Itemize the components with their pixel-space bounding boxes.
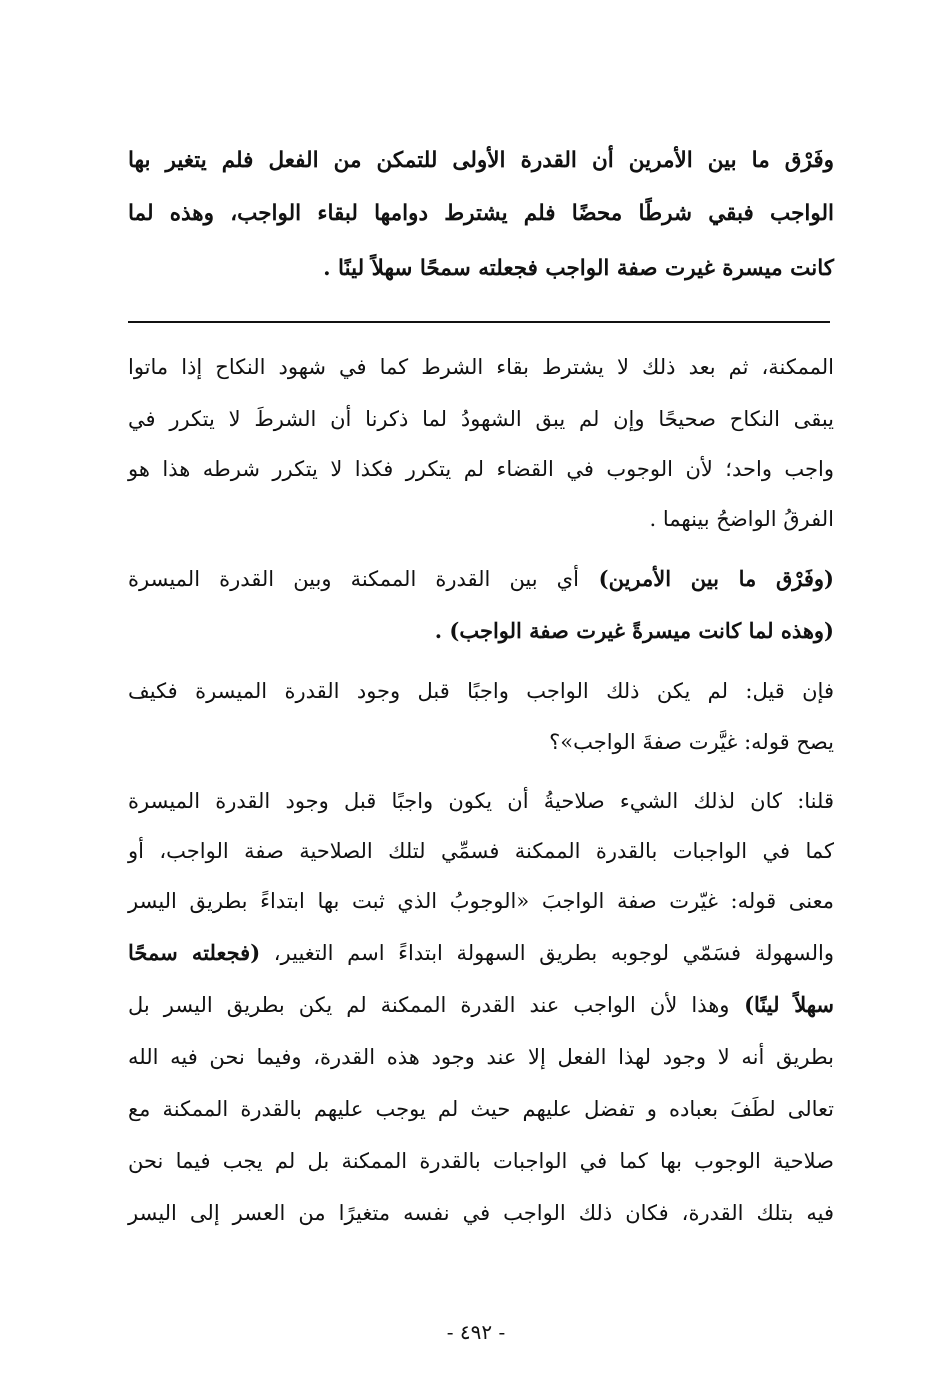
main-text-line: وفَرْق ما بين الأمرين أن القدرة الأولى للتمكن من الفعل فلم يتغير بها <box>128 148 834 173</box>
commentary-segment: واجب واحد؛ لأن الوجوب في القضاء لم يتكرر فكذا لا يتكرر شرطه هذا هو <box>128 457 834 481</box>
commentary-segment: يصح قوله: غيَّرت صفةَ الواجب»؟ <box>549 730 834 754</box>
commentary-segment: وهذا لأن الواجب عند القدرة الممكنة لم يكن بطريق اليسر بل <box>128 993 730 1017</box>
commentary-segment: قلنا: كان لذلك الشيء صلاحيةُ أن يكون واجبًا قبل وجود القدرة الميسرة <box>128 789 834 813</box>
commentary-line <box>128 1042 834 1072</box>
commentary-segment: صلاحية الوجوب بها كما في الواجبات بالقدرة الممكنة بل لم يجب فيما نحن <box>128 1149 834 1173</box>
commentary-line <box>128 616 834 646</box>
commentary-segment: فيه بتلك القدرة، فكان ذلك الواجب في نفسه متغيرًا من العسر إلى اليسر <box>128 1201 834 1225</box>
commentary-line <box>128 504 834 534</box>
commentary-line <box>128 1094 834 1124</box>
commentary-segment: معنى قوله: غيّرت صفة الواجبَ «الوجوبُ الذي ثبت بها ابتداءً بطريق اليسر <box>128 889 834 913</box>
commentary-segment: كما في الواجبات بالقدرة الممكنة فسمِّي لتلك الصلاحية صفة الواجب، أو <box>128 839 834 863</box>
commentary-line <box>128 676 834 706</box>
commentary-line <box>128 786 834 816</box>
commentary-line <box>128 352 834 382</box>
page-number: - ٤٩٢ - <box>446 1320 506 1344</box>
commentary-line <box>128 564 834 594</box>
commentary-segment: والسهولة فسَمّي لوجوبه بطريق السهولة ابتداءً اسم التغيير، <box>260 941 834 965</box>
commentary-segment: تعالى لطَفَ بعباده و تفضل عليهم حيث لم يوجب عليهم بالقدرة الممكنة مع <box>128 1097 834 1121</box>
commentary-line <box>128 404 834 434</box>
commentary-line <box>128 886 834 916</box>
commentary-segment: الممكنة، ثم بعد ذلك لا يشترط بقاء الشرط كما في شهود النكاح إذا ماتوا <box>128 355 834 379</box>
quoted-matn-segment: سهلاً لينًا) <box>729 992 834 1017</box>
commentary-line <box>128 1198 834 1228</box>
commentary-line <box>128 938 834 968</box>
commentary-line <box>128 727 834 757</box>
quoted-matn-segment: (وفَرْق ما بين الأمرين) <box>578 566 834 591</box>
commentary-line <box>128 990 834 1020</box>
footnote-divider <box>128 321 830 323</box>
commentary-line <box>128 1146 834 1176</box>
quoted-matn-segment: (فجعلته سمحًا <box>128 940 261 965</box>
commentary-segment: فإن قيل: لم يكن ذلك الواجب واجبًا قبل وجود القدرة الميسرة فكيف <box>128 679 834 703</box>
main-text-line: الواجب فبقي شرطًا محضًا فلم يشترط دوامها لبقاء الواجب، وهذه لما <box>128 201 834 226</box>
commentary-segment: الفرقُ الواضحُ بينهما . <box>649 507 834 531</box>
commentary-segment: أي بين القدرة الممكنة وبين القدرة الميسرة <box>128 567 579 591</box>
commentary-segment: بطريق أنه لا وجود لهذا الفعل إلا عند وجود هذه القدرة، وفيما نحن فيه الله <box>128 1045 834 1069</box>
main-text-line: كانت ميسرة غيرت صفة الواجب فجعلته سمحًا سهلاً لينًا . <box>323 256 834 281</box>
commentary-line <box>128 454 834 484</box>
commentary-line <box>128 836 834 866</box>
commentary-segment: يبقى النكاح صحيحًا وإن لم يبق الشهودُ لما ذكرنا أن الشرطَ لا يتكرر في <box>128 407 834 431</box>
quoted-matn-segment: (وهذه لما كانت ميسرةً غيرت صفة الواجب) . <box>434 618 834 643</box>
